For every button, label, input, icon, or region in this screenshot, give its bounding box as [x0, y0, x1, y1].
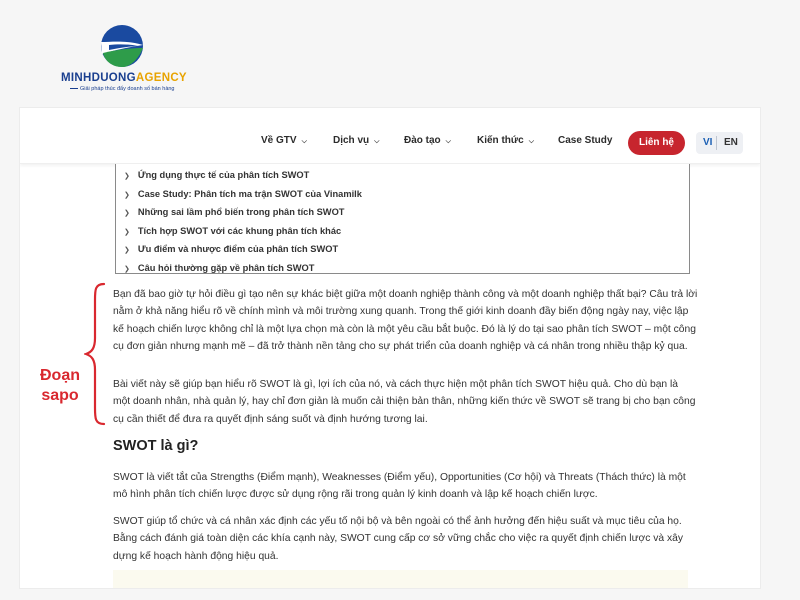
toc-item[interactable] [124, 244, 338, 254]
body-paragraph-1: SWOT là viết tắt của Strengths (Điểm mạnh), Weaknesses (Điểm yếu), Opportunities (Cơ hội) và Threats (Thách thức) là một mô hình phân tích chiến lược được sử dụng rộng rãi trong quản lý kinh doanh và lập kế hoạch chiến lược. [113, 472, 686, 501]
toc-item[interactable] [124, 170, 309, 180]
toc-item[interactable] [124, 226, 341, 236]
table-of-contents [115, 164, 690, 274]
nav-item-kien-thuc[interactable] [477, 135, 534, 146]
website-screenshot [20, 108, 760, 588]
toc-item-label: Ứng dụng thực tế của phân tích SWOT [137, 170, 310, 180]
toc-item-label: Câu hỏi thường gặp về phân tích SWOT [137, 262, 315, 273]
sapo-annotation [30, 366, 90, 406]
toc-item-label: Case Study: Phân tích ma trận SWOT của Vinamilk [137, 188, 362, 199]
chevron-down-icon: ⌵ [445, 138, 451, 145]
content-block-edge [113, 570, 688, 588]
brand-name-part2: AGENCY [135, 72, 187, 84]
nav-item-label: Về GTV [261, 135, 297, 146]
chevron-right-icon: ❯ [124, 228, 130, 236]
brand-name-part1: MINHDUONG [61, 72, 136, 84]
chevron-down-icon: ⌵ [528, 138, 535, 145]
nav-item-label: Case Study [558, 135, 613, 146]
toc-item-label: Ưu điểm và nhược điểm của phân tích SWOT [137, 244, 339, 254]
lang-en-link[interactable]: EN [724, 137, 738, 148]
nav-item-ve-gtv[interactable] [261, 135, 307, 146]
section-heading: SWOT là gì? [113, 438, 199, 454]
nav-item-dao-tao[interactable] [404, 135, 451, 146]
brand-wordmark [61, 72, 191, 84]
nav-item-case-study[interactable] [558, 135, 612, 146]
chevron-right-icon: ❯ [124, 191, 130, 199]
chevron-right-icon: ❯ [124, 247, 130, 254]
body-paragraph-2: SWOT giúp tổ chức và cá nhân xác định các yếu tố nội bộ và bên ngoài có thể ảnh hưởng đến hiệu suất và mục tiêu của họ. Bằng cách đánh giá toàn diện các khía cạnh này, SWOT cung cấp cơ sở vững chắc cho việc ra quyết định chiến lược và xây dựng kế hoạch hành động hiệu quả. [113, 516, 683, 562]
nav-item-label: Đào tạo [404, 135, 441, 146]
brand-logo[interactable] [56, 20, 196, 98]
language-switcher [696, 132, 743, 154]
toc-item[interactable] [124, 263, 314, 273]
top-navbar [20, 108, 760, 164]
annotation-line-2: sapo [41, 387, 79, 404]
lang-vi-link[interactable]: VI [703, 137, 713, 148]
toc-item-label: Những sai lầm phổ biến trong phân tích SWOT [137, 207, 345, 217]
annotation-line-1: Đoạn [40, 367, 80, 384]
nav-item-label: Dịch vụ [333, 135, 370, 146]
contact-button[interactable]: Liên hệ [628, 131, 685, 155]
sapo-paragraph-2: Bài viết này sẽ giúp bạn hiểu rõ SWOT là gì, lợi ích của nó, và cách thực hiện một phân tích SWOT hiệu quả. Cho dù bạn là một doanh nhân, nhà quản lý, hay chỉ đơn giản là muốn cải thiện bản thân, những kiến thức về SWOT sẽ trang bị cho bạn công cụ cần thiết để đưa ra quyết định sáng suốt và định hướng tương lai. [113, 379, 696, 425]
toc-item-label: Tích hợp SWOT với các khung phân tích khác [137, 225, 342, 236]
lang-divider [716, 136, 717, 150]
nav-item-dich-vu[interactable] [333, 135, 379, 146]
toc-item[interactable] [124, 207, 345, 217]
chevron-right-icon: ❯ [124, 173, 130, 180]
brand-globe-icon [100, 24, 144, 68]
chevron-down-icon: ⌵ [301, 138, 307, 145]
chevron-right-icon: ❯ [124, 210, 130, 217]
chevron-down-icon: ⌵ [374, 138, 380, 145]
sapo-paragraph-1: Bạn đã bao giờ tự hỏi điều gì tạo nên sự khác biệt giữa một doanh nghiệp thành công và một doanh nghiệp thất bại? Câu trả lời nằm ở khả năng hiểu rõ về chính mình và môi trường xung quanh. Trong thế giới kinh doanh đầy biến động ngày nay, việc lập kế hoạch chiến lược không chỉ là một lựa chọn mà còn là một yêu cầu bắt buộc. Đó là lý do tại sao phân tích SWOT – một công cụ đơn giản nhưng mạnh mẽ – đã trở thành nền tảng cho sự phát triển của doanh nghiệp và cá nhân trong nhiều thập kỷ qua. [113, 289, 698, 352]
brand-tagline: Giải pháp thúc đẩy doanh số bán hàng [70, 86, 190, 92]
nav-item-label: Kiến thức [477, 135, 524, 146]
chevron-right-icon: ❯ [124, 265, 130, 273]
toc-item[interactable] [124, 189, 362, 199]
